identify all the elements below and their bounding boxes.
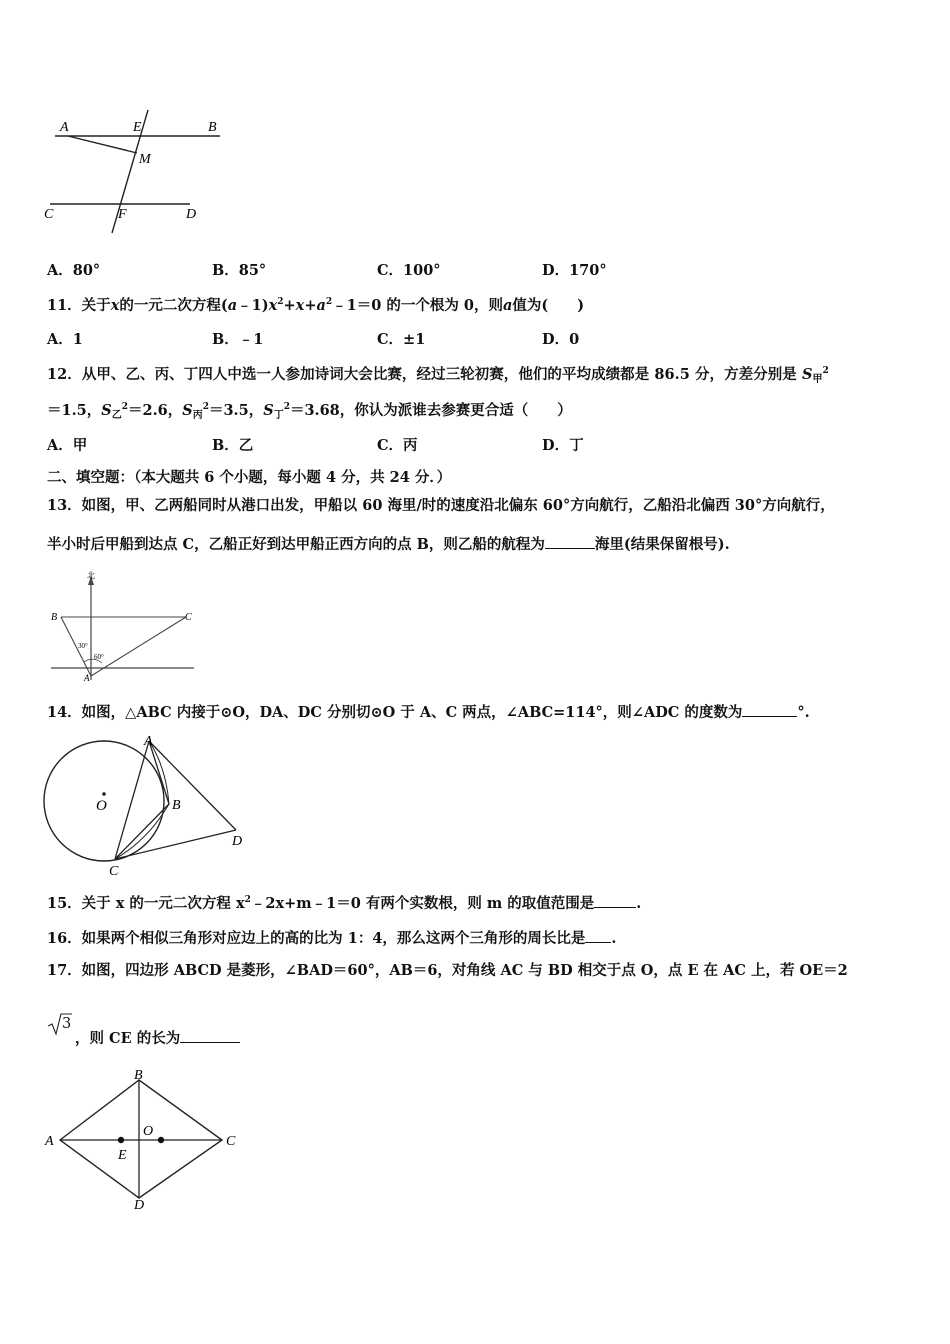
- q12-option-c: C．丙: [377, 437, 418, 454]
- q14-answer-blank[interactable]: [742, 702, 797, 717]
- q10-option-b: B．85°: [212, 262, 267, 279]
- q10-label-c: C: [44, 207, 54, 222]
- q14-label-d: D: [232, 834, 243, 849]
- q16-answer-blank[interactable]: [585, 928, 611, 943]
- q17-label-e: E: [118, 1148, 127, 1163]
- q14-label-c: C: [109, 864, 119, 878]
- q13-label-a: A: [84, 673, 90, 683]
- q17-rhombus: [60, 1080, 222, 1198]
- q14-label-a: A: [144, 734, 153, 749]
- q13-figure: [46, 568, 198, 684]
- q12-stem-line2: ＝1.5，$S_乙^2=2.6$，$S_丙^2=3.5$，$S_丁^2=3.68$，你认为派谁去参赛更合适（ ）: [47, 402, 572, 421]
- q14-label-o: O: [96, 798, 107, 814]
- q13-stem-line1: 13．如图，甲、乙两船同时从港口出发，甲船以 60 海里/时的速度沿北偏东 60°方向航行，乙船沿北偏西 30°方向航行，: [47, 497, 835, 514]
- q11-option-b: B．﹣1: [212, 331, 264, 348]
- q10-option-c: C．100°: [377, 262, 441, 279]
- q14-tangent-cd: [115, 830, 236, 859]
- q17-label-o: O: [143, 1124, 154, 1139]
- q14-center-dot: [102, 792, 106, 796]
- q17-answer-blank[interactable]: [180, 1028, 240, 1043]
- q17-label-c: C: [226, 1134, 236, 1149]
- q10-figure: [40, 108, 230, 238]
- q11-option-c: C．±1: [377, 331, 426, 348]
- q10-label-a: A: [60, 120, 69, 135]
- q17-label-d: D: [134, 1198, 145, 1210]
- q17-label-b: B: [134, 1068, 143, 1083]
- q17-stem-line1: 17．如图，四边形 ABCD 是菱形，∠BAD＝60°，AB＝6，对角线 AC 与 BD 相交于点 O，点 E 在 AC 上，若 OE＝2: [47, 962, 848, 979]
- q17-figure: [42, 1068, 242, 1210]
- q12-stem-line1: 12．从甲、乙、丙、丁四人中选一人参加诗词大会比赛，经过三轮初赛，他们的平均成绩都是 86.5 分，方差分别是 $S_甲^2$: [47, 366, 829, 385]
- q17-point-right-dot: [158, 1137, 164, 1143]
- q10-option-d: D．170°: [542, 262, 607, 279]
- q10-label-m: M: [139, 152, 151, 167]
- q13-stem-line2: 半小时后甲船到达点 C，乙船正好到达甲船正西方向的点 B，则乙船的航程为 海里(结果保留根号).: [47, 536, 730, 553]
- q14-stem: 14．如图，△ABC 内接于⊙O，DA、DC 分别切⊙O 于 A、C 两点，∠ABC=114°，则∠ADC 的度数为 °.: [47, 704, 810, 721]
- q10-label-e: E: [133, 120, 142, 135]
- q10-label-f: F: [118, 207, 127, 222]
- q13-line-ac: [91, 617, 186, 676]
- q13-label-60: 60°: [94, 653, 104, 661]
- q14-label-b: B: [172, 798, 181, 813]
- section-2-heading: 二、填空题：（本大题共 6 个小题，每小题 4 分，共 24 分．）: [47, 469, 452, 486]
- q13-label-north: 北: [87, 571, 95, 580]
- q14-figure: [38, 732, 253, 878]
- q10-option-a: A．80°: [47, 262, 101, 279]
- q17-label-a: A: [45, 1134, 54, 1149]
- q13-answer-blank[interactable]: [545, 534, 595, 549]
- q12-option-a: A．甲: [47, 437, 88, 454]
- q13-label-b: B: [51, 612, 58, 623]
- q16-stem: 16．如果两个相似三角形对应边上的高的比为 1：4，那么这两个三角形的周长比是 .: [47, 930, 617, 947]
- q13-label-c: C: [185, 612, 192, 623]
- q10-label-d: D: [186, 207, 197, 222]
- q12-option-b: B．乙: [212, 437, 254, 454]
- q11-stem: 11．关于x的一元二次方程$(a﹣1)x^2+x+a^2﹣1=0$ 的一个根为 0，则a值为( ): [47, 297, 585, 314]
- q17-point-e-dot: [118, 1137, 124, 1143]
- q11-option-d: D．0: [542, 331, 580, 348]
- q15-stem: 15．关于 x 的一元二次方程 $x^2﹣2x+m﹣1=0$ 有两个实数根，则 m 的取值范围是 .: [47, 895, 642, 912]
- q10-label-b: B: [208, 120, 217, 135]
- q11-option-a: A．1: [47, 331, 83, 348]
- q17-sqrt-radicand: 3: [62, 1016, 72, 1032]
- q12-option-d: D．丁: [542, 437, 584, 454]
- q10-segment-am: [68, 136, 137, 153]
- q13-label-30: 30°: [78, 642, 88, 650]
- q15-answer-blank[interactable]: [594, 893, 636, 908]
